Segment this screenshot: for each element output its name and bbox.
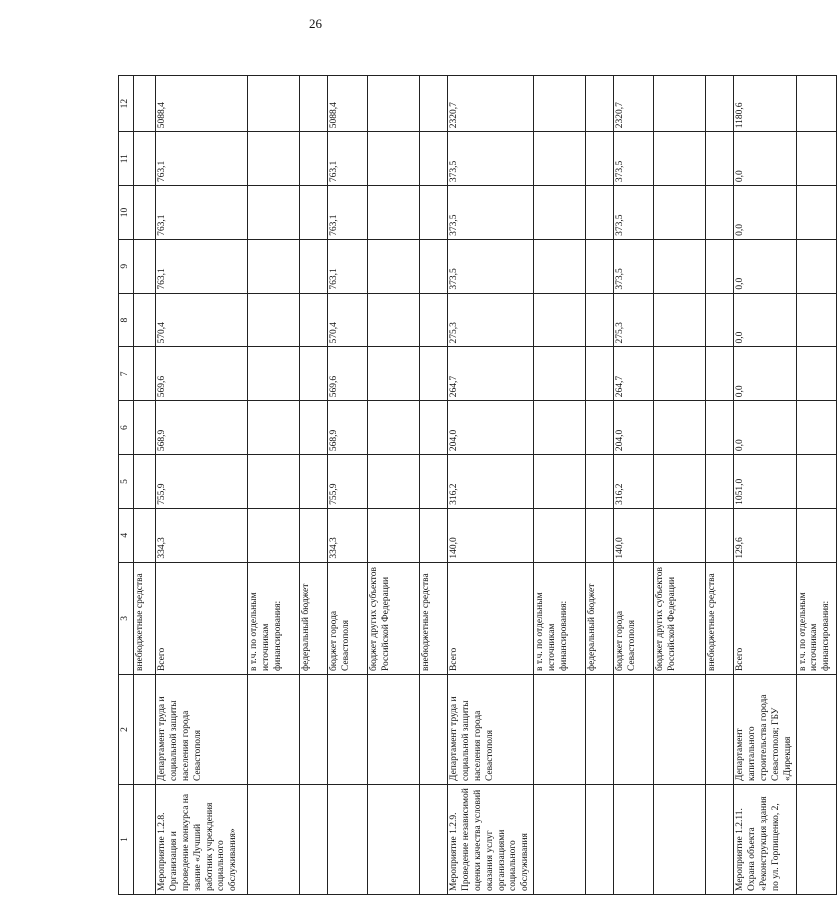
event-name-cell — [706, 785, 734, 895]
event-name-cell — [586, 785, 614, 895]
value-cell-col-8 — [534, 293, 586, 347]
value-cell-col-9 — [300, 239, 328, 293]
value-cell-col-10 — [534, 186, 586, 240]
value-cell-col-5 — [134, 455, 156, 509]
executor-cell — [134, 675, 156, 785]
value-cell-col-11 — [796, 132, 836, 186]
table-row — [420, 76, 448, 895]
value-cell-col-7: 569,6 — [328, 347, 368, 401]
value-cell-col-9 — [654, 239, 706, 293]
value-cell-col-9: 763,1 — [156, 239, 248, 293]
value-cell-col-4 — [248, 508, 300, 562]
table-row — [300, 76, 328, 895]
value-cell-col-6 — [248, 401, 300, 455]
event-name-cell — [134, 785, 156, 895]
column-header-2: 2 — [119, 675, 134, 785]
value-cell-col-12 — [300, 76, 328, 132]
value-cell-col-6 — [706, 401, 734, 455]
value-cell-col-11 — [534, 132, 586, 186]
funding-source-cell: в т.ч. по отдельным источникам финансирования: — [248, 562, 300, 674]
funding-source-cell: бюджет города Севастополя — [614, 562, 654, 674]
value-cell-col-10 — [248, 186, 300, 240]
table-row — [534, 76, 586, 895]
value-cell-col-6: 568,9 — [156, 401, 248, 455]
value-cell-col-8: 275,3 — [448, 293, 534, 347]
value-cell-col-7 — [706, 347, 734, 401]
column-header-8: 8 — [119, 293, 134, 347]
executor-cell — [420, 675, 448, 785]
funding-source-cell: федеральный бюджет — [300, 562, 328, 674]
value-cell-col-9: 373,5 — [614, 239, 654, 293]
executor-cell — [796, 675, 836, 785]
value-cell-col-4 — [796, 508, 836, 562]
value-cell-col-10: 763,1 — [328, 186, 368, 240]
funding-source-cell: в т.ч. по отдельным источникам финансирования: — [796, 562, 836, 674]
funding-source-cell: внебюджетные средства — [420, 562, 448, 674]
event-name-cell: Мероприятие 1.2.11. Охрана объекта «Реконструкция здания по ул. Горпищенко, 2, — [734, 785, 796, 895]
value-cell-col-10: 373,5 — [614, 186, 654, 240]
event-name-cell: Мероприятие 1.2.9. Проведение независимой оценки качества условий оказания услуг организациями социального обслуживания — [448, 785, 534, 895]
value-cell-col-6 — [368, 401, 420, 455]
value-cell-col-7 — [420, 347, 448, 401]
value-cell-col-7 — [586, 347, 614, 401]
value-cell-col-10 — [586, 186, 614, 240]
value-cell-col-11 — [248, 132, 300, 186]
value-cell-col-4 — [654, 508, 706, 562]
funding-source-cell: внебюджетные средства — [706, 562, 734, 674]
value-cell-col-5 — [654, 455, 706, 509]
table-row — [368, 76, 420, 895]
funding-source-cell: Всего — [734, 562, 796, 674]
value-cell-col-11 — [368, 132, 420, 186]
executor-cell — [654, 675, 706, 785]
executor-cell — [248, 675, 300, 785]
value-cell-col-6 — [300, 401, 328, 455]
value-cell-col-12: 1180,6 — [734, 76, 796, 132]
value-cell-col-11 — [134, 132, 156, 186]
budget-table — [118, 75, 837, 895]
value-cell-col-7: 569,6 — [156, 347, 248, 401]
value-cell-col-9 — [134, 239, 156, 293]
column-header-10: 10 — [119, 186, 134, 240]
funding-source-cell: Всего — [156, 562, 248, 674]
value-cell-col-11 — [300, 132, 328, 186]
value-cell-col-12: 2320,7 — [448, 76, 534, 132]
event-name-cell — [328, 785, 368, 895]
value-cell-col-6 — [654, 401, 706, 455]
table-row — [654, 76, 706, 895]
value-cell-col-11: 763,1 — [328, 132, 368, 186]
value-cell-col-11 — [586, 132, 614, 186]
value-cell-col-10 — [706, 186, 734, 240]
column-header-6: 6 — [119, 401, 134, 455]
event-name-cell — [654, 785, 706, 895]
value-cell-col-5 — [248, 455, 300, 509]
table-row — [448, 76, 534, 895]
funding-source-cell: Всего — [448, 562, 534, 674]
executor-cell — [614, 675, 654, 785]
table-header — [119, 76, 134, 895]
value-cell-col-4: 140,0 — [448, 508, 534, 562]
value-cell-col-5 — [534, 455, 586, 509]
table-row — [156, 76, 248, 895]
executor-cell: Департамент труда и социальной защиты населения города Севастополя — [448, 675, 534, 785]
column-header-5: 5 — [119, 455, 134, 509]
value-cell-col-6: 568,9 — [328, 401, 368, 455]
value-cell-col-5: 316,2 — [614, 455, 654, 509]
value-cell-col-10 — [134, 186, 156, 240]
value-cell-col-7 — [300, 347, 328, 401]
event-name-cell — [300, 785, 328, 895]
funding-source-cell: бюджет других субъектов Российской Федерации — [654, 562, 706, 674]
value-cell-col-12 — [706, 76, 734, 132]
value-cell-col-11 — [654, 132, 706, 186]
table-body — [134, 76, 837, 895]
value-cell-col-6 — [420, 401, 448, 455]
executor-cell: Департамент труда и социальной защиты населения города Севастополя — [156, 675, 248, 785]
event-name-cell: Мероприятие 1.2.8. Организация и проведение конкурса на звание «Лучший работник учреждения социального обслуживания» — [156, 785, 248, 895]
value-cell-col-12 — [420, 76, 448, 132]
value-cell-col-8 — [796, 293, 836, 347]
value-cell-col-9: 763,1 — [328, 239, 368, 293]
event-name-cell — [420, 785, 448, 895]
column-header-11: 11 — [119, 132, 134, 186]
value-cell-col-7 — [796, 347, 836, 401]
rotated-table-wrapper — [118, 75, 832, 895]
table-row — [134, 76, 156, 895]
value-cell-col-9 — [796, 239, 836, 293]
value-cell-col-12 — [368, 76, 420, 132]
value-cell-col-4 — [300, 508, 328, 562]
value-cell-col-8: 0,0 — [734, 293, 796, 347]
value-cell-col-7: 264,7 — [448, 347, 534, 401]
value-cell-col-11 — [420, 132, 448, 186]
value-cell-col-12 — [534, 76, 586, 132]
value-cell-col-12: 2320,7 — [614, 76, 654, 132]
executor-cell — [368, 675, 420, 785]
value-cell-col-8 — [368, 293, 420, 347]
value-cell-col-11: 373,5 — [614, 132, 654, 186]
value-cell-col-11 — [706, 132, 734, 186]
table-row — [734, 76, 796, 895]
column-header-4: 4 — [119, 508, 134, 562]
value-cell-col-4 — [586, 508, 614, 562]
table-row — [614, 76, 654, 895]
value-cell-col-5 — [706, 455, 734, 509]
funding-source-cell: бюджет других субъектов Российской Федерации — [368, 562, 420, 674]
executor-cell — [586, 675, 614, 785]
value-cell-col-6 — [534, 401, 586, 455]
column-header-3: 3 — [119, 562, 134, 674]
column-header-7: 7 — [119, 347, 134, 401]
value-cell-col-8: 570,4 — [328, 293, 368, 347]
value-cell-col-12 — [796, 76, 836, 132]
value-cell-col-8 — [300, 293, 328, 347]
value-cell-col-6: 204,0 — [448, 401, 534, 455]
value-cell-col-5: 755,9 — [328, 455, 368, 509]
value-cell-col-9 — [586, 239, 614, 293]
value-cell-col-8 — [586, 293, 614, 347]
column-header-12: 12 — [119, 76, 134, 132]
table-row — [586, 76, 614, 895]
value-cell-col-4 — [368, 508, 420, 562]
value-cell-col-8 — [134, 293, 156, 347]
funding-source-cell: внебюджетные средства — [134, 562, 156, 674]
value-cell-col-4: 334,3 — [328, 508, 368, 562]
value-cell-col-6 — [134, 401, 156, 455]
executor-cell — [534, 675, 586, 785]
value-cell-col-11: 373,5 — [448, 132, 534, 186]
value-cell-col-9 — [534, 239, 586, 293]
value-cell-col-7: 264,7 — [614, 347, 654, 401]
event-name-cell — [534, 785, 586, 895]
value-cell-col-6 — [586, 401, 614, 455]
funding-source-cell: в т.ч. по отдельным источникам финансирования: — [534, 562, 586, 674]
funding-source-cell: бюджет города Севастополя — [328, 562, 368, 674]
value-cell-col-6: 204,0 — [614, 401, 654, 455]
event-name-cell — [614, 785, 654, 895]
value-cell-col-10 — [796, 186, 836, 240]
value-cell-col-12 — [654, 76, 706, 132]
value-cell-col-7 — [134, 347, 156, 401]
value-cell-col-4: 129,6 — [734, 508, 796, 562]
value-cell-col-11: 763,1 — [156, 132, 248, 186]
value-cell-col-5 — [300, 455, 328, 509]
executor-cell — [300, 675, 328, 785]
column-header-1: 1 — [119, 785, 134, 895]
value-cell-col-4 — [134, 508, 156, 562]
value-cell-col-10 — [420, 186, 448, 240]
table-row — [796, 76, 836, 895]
executor-cell: Департамент капитального строительства города Севастополя; ГБУ «Дирекция — [734, 675, 796, 785]
value-cell-col-8 — [248, 293, 300, 347]
value-cell-col-10: 0,0 — [734, 186, 796, 240]
value-cell-col-7 — [248, 347, 300, 401]
value-cell-col-6: 0,0 — [734, 401, 796, 455]
value-cell-col-12: 5088,4 — [156, 76, 248, 132]
value-cell-col-5 — [368, 455, 420, 509]
value-cell-col-10: 373,5 — [448, 186, 534, 240]
value-cell-col-4: 334,3 — [156, 508, 248, 562]
value-cell-col-10: 763,1 — [156, 186, 248, 240]
value-cell-col-7 — [654, 347, 706, 401]
value-cell-col-12: 5088,4 — [328, 76, 368, 132]
value-cell-col-5: 316,2 — [448, 455, 534, 509]
value-cell-col-9 — [368, 239, 420, 293]
value-cell-col-8 — [706, 293, 734, 347]
event-name-cell — [796, 785, 836, 895]
value-cell-col-12 — [134, 76, 156, 132]
value-cell-col-8 — [420, 293, 448, 347]
value-cell-col-8: 275,3 — [614, 293, 654, 347]
value-cell-col-4: 140,0 — [614, 508, 654, 562]
value-cell-col-5 — [586, 455, 614, 509]
value-cell-col-4 — [706, 508, 734, 562]
table-row — [706, 76, 734, 895]
value-cell-col-9 — [248, 239, 300, 293]
value-cell-col-9 — [706, 239, 734, 293]
value-cell-col-4 — [420, 508, 448, 562]
value-cell-col-8 — [654, 293, 706, 347]
event-name-cell — [368, 785, 420, 895]
value-cell-col-12 — [248, 76, 300, 132]
value-cell-col-5 — [420, 455, 448, 509]
table-row — [248, 76, 300, 895]
value-cell-col-5: 1051,0 — [734, 455, 796, 509]
value-cell-col-8: 570,4 — [156, 293, 248, 347]
value-cell-col-5: 755,9 — [156, 455, 248, 509]
value-cell-col-10 — [300, 186, 328, 240]
value-cell-col-7: 0,0 — [734, 347, 796, 401]
value-cell-col-7 — [368, 347, 420, 401]
value-cell-col-9: 373,5 — [448, 239, 534, 293]
executor-cell — [328, 675, 368, 785]
value-cell-col-7 — [534, 347, 586, 401]
value-cell-col-12 — [586, 76, 614, 132]
value-cell-col-5 — [796, 455, 836, 509]
value-cell-col-9: 0,0 — [734, 239, 796, 293]
page-number: 26 — [309, 16, 322, 31]
event-name-cell — [248, 785, 300, 895]
value-cell-col-6 — [796, 401, 836, 455]
column-header-9: 9 — [119, 239, 134, 293]
value-cell-col-9 — [420, 239, 448, 293]
table-row — [328, 76, 368, 895]
funding-source-cell: федеральный бюджет — [586, 562, 614, 674]
value-cell-col-4 — [534, 508, 586, 562]
value-cell-col-10 — [654, 186, 706, 240]
value-cell-col-10 — [368, 186, 420, 240]
executor-cell — [706, 675, 734, 785]
value-cell-col-11: 0,0 — [734, 132, 796, 186]
